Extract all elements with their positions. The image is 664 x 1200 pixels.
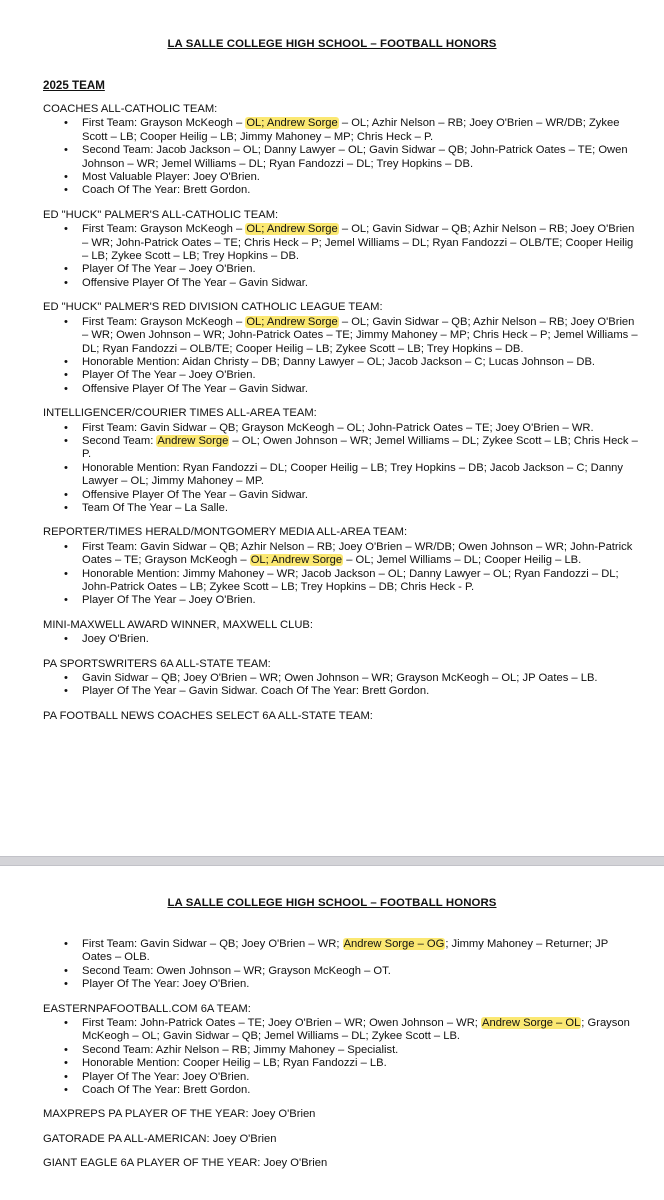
section-heading: INTELLIGENCER/COURIER TIMES ALL-AREA TEAM: <box>43 407 317 420</box>
page-title: LA SALLE COLLEGE HIGH SCHOOL – FOOTBALL HONORS <box>167 897 497 909</box>
page-divider <box>0 856 664 866</box>
highlighted-text: OL; Andrew Sorge <box>246 315 338 328</box>
honor-list <box>43 938 640 992</box>
honor-list <box>43 117 640 197</box>
section-heading: ED "HUCK" PALMER'S ALL-CATHOLIC TEAM: <box>43 208 279 221</box>
honor-text: Player Of The Year – Joey O'Brien. <box>82 594 256 607</box>
honor-list-item <box>82 1084 640 1097</box>
honor-text: Coach Of The Year: Brett Gordon. <box>82 184 251 197</box>
honor-list-item <box>82 356 640 369</box>
honor-list-item <box>82 369 640 382</box>
highlighted-text: OL; Andrew Sorge <box>250 554 343 567</box>
honor-list-item <box>82 1057 640 1070</box>
honor-section <box>43 103 640 198</box>
honor-list-item <box>82 965 640 978</box>
section-heading: GIANT EAGLE 6A PLAYER OF THE YEAR: Joey O'Brien <box>43 1157 328 1170</box>
honor-text: Honorable Mention: Cooper Heilig – LB; Ryan Fandozzi – LB. <box>82 1057 387 1070</box>
honor-section <box>43 1108 640 1121</box>
honor-list-item <box>82 489 640 502</box>
honor-text: Most Valuable Player: Joey O'Brien. <box>82 171 260 184</box>
honors-sections <box>43 938 640 1171</box>
honor-text: Player Of The Year: Joey O'Brien. <box>82 1070 250 1083</box>
honor-section <box>43 407 640 515</box>
honor-list <box>43 672 640 699</box>
honor-text: Player Of The Year – Joey O'Brien. <box>82 369 256 382</box>
honor-text: – OL; Gavin Sidwar – QB; Azhir Nelson – RB; Joey O'Brien – WR; Owen Johnson – WR; John-Patrick Oates – TE; Jimmy Mahoney – MP; Chris Heck – P; Jemel Williams – DL; Ryan Fandozzi – OLB/TE; Cooper Heilig – LB; Zykee Scott – LB; Trey Hopkins – DB. <box>82 315 638 355</box>
honor-text: – OL; Owen Johnson – WR; Jemel Williams – DL; Zykee Scott – LB; Chris Heck – P. <box>82 434 638 461</box>
highlighted-text: OL; Andrew Sorge <box>246 223 338 236</box>
honor-list <box>43 1017 640 1097</box>
honor-text: Player Of The Year – Joey O'Brien. <box>82 263 256 276</box>
honor-list-item <box>82 171 640 184</box>
honor-text: First Team: Grayson McKeogh – <box>82 315 246 328</box>
highlighted-text: Andrew Sorge – OL <box>482 1017 581 1030</box>
honor-text: First Team: Gavin Sidwar – QB; Joey O'Brien – WR; <box>82 938 343 950</box>
honor-list-item <box>82 594 640 607</box>
honor-list-item <box>82 462 640 489</box>
honor-text: First Team: Grayson McKeogh – <box>82 117 246 130</box>
honor-text: ; Grayson McKeogh – OL; Gavin Sidwar – QB; Jemel Williams – DL; Zykee Scott – LB. <box>82 1017 630 1043</box>
honor-list-item <box>82 277 640 290</box>
section-heading: PA SPORTSWRITERS 6A ALL-STATE TEAM: <box>43 657 271 670</box>
honor-text: Offensive Player Of The Year – Gavin Sidwar. <box>82 276 308 289</box>
section-heading: EASTERNPAFOOTBALL.COM 6A TEAM: <box>43 1002 251 1015</box>
honor-list-item <box>82 568 640 595</box>
honor-text: First Team: Gavin Sidwar – QB; Azhir Nelson – RB; Joey O'Brien – WR/DB; Owen Johnson – WR; John-Patrick Oates – TE; Grayson McKeogh – <box>82 540 633 567</box>
honor-text: Team Of The Year – La Salle. <box>82 501 228 514</box>
honor-list-item <box>82 422 640 435</box>
honor-text: Offensive Player Of The Year – Gavin Sidwar. <box>82 488 308 501</box>
honor-text: Second Team: Jacob Jackson – OL; Danny Lawyer – OL; Gavin Sidwar – QB; John-Patrick Oates – TE; Owen Johnson – WR; Jemel Williams – DL; Ryan Fandozzi – DL; Trey Hopkins – DB. <box>82 144 628 170</box>
section-heading: MAXPREPS PA PLAYER OF THE YEAR: Joey O'Brien <box>43 1108 316 1121</box>
honor-list <box>43 223 640 290</box>
honor-list-item <box>82 144 640 171</box>
honor-text: Honorable Mention: Aidan Christy – DB; Danny Lawyer – OL; Jacob Jackson – C; Lucas Johnson – DB. <box>82 355 596 368</box>
honors-sections <box>43 103 640 723</box>
honor-list-item <box>82 1071 640 1084</box>
honor-section <box>43 209 640 290</box>
honor-text: First Team: Grayson McKeogh – <box>82 223 246 236</box>
document-page-2 <box>0 866 664 1200</box>
honor-section <box>43 619 640 647</box>
honor-list <box>43 422 640 516</box>
honor-list-item <box>82 316 640 356</box>
honor-list <box>43 316 640 396</box>
honor-list-item <box>82 184 640 197</box>
honor-list-item <box>82 685 640 698</box>
honor-list-item <box>82 978 640 991</box>
honor-section <box>43 1003 640 1098</box>
honor-list-item <box>82 1017 640 1044</box>
honor-section <box>43 938 640 992</box>
honor-list-item <box>82 223 640 263</box>
honor-list-item <box>82 435 640 462</box>
honor-text: – OL; Azhir Nelson – RB; Joey O'Brien – WR/DB; Zykee Scott – LB; Cooper Heilig – LB; Jimmy Mahoney – MP; Chris Heck – P. <box>82 117 620 143</box>
honor-text: ; Jimmy Mahoney – Returner; JP Oates – OLB. <box>82 938 609 964</box>
honor-text: Second Team: Owen Johnson – WR; Grayson McKeogh – OT. <box>82 964 391 977</box>
section-heading: COACHES ALL-CATHOLIC TEAM: <box>43 103 218 115</box>
honor-section <box>43 526 640 607</box>
honor-text: Honorable Mention: Ryan Fandozzi – DL; Cooper Heilig – LB; Trey Hopkins – DB; Jacob Jackson – C; Danny Lawyer – OL; Jimmy Mahoney – MP. <box>82 461 623 488</box>
honor-text: First Team: Gavin Sidwar – QB; Grayson McKeogh – OL; John-Patrick Oates – TE; Joey O'Brien – WR. <box>82 421 594 434</box>
honor-text: – OL; Gavin Sidwar – QB; Azhir Nelson – RB; Joey O'Brien – WR; John-Patrick Oates – TE; Chris Heck – P; Jemel Williams – DL; Ryan Fandozzi – OLB/TE; Cooper Heilig – LB; Zykee Scott – LB; Trey Hopkins – DB. <box>82 223 635 263</box>
highlighted-text: OL; Andrew Sorge <box>246 117 338 130</box>
honor-section <box>43 301 640 396</box>
honor-list-item <box>82 117 640 144</box>
honor-section <box>43 1133 640 1146</box>
honor-text: Joey O'Brien. <box>82 633 149 646</box>
section-heading: GATORADE PA ALL-AMERICAN: Joey O'Brien <box>43 1132 277 1145</box>
team-year-heading: 2025 TEAM <box>43 79 105 92</box>
honor-section <box>43 710 640 723</box>
honor-text: – OL; Jemel Williams – DL; Cooper Heilig – LB. <box>343 554 582 567</box>
page-title: LA SALLE COLLEGE HIGH SCHOOL – FOOTBALL HONORS <box>167 38 497 50</box>
section-heading: PA FOOTBALL NEWS COACHES SELECT 6A ALL-STATE TEAM: <box>43 709 373 722</box>
section-heading: ED "HUCK" PALMER'S RED DIVISION CATHOLIC LEAGUE TEAM: <box>43 301 383 314</box>
honor-list-item <box>82 633 640 646</box>
honor-text: Offensive Player Of The Year – Gavin Sidwar. <box>82 382 308 395</box>
honor-list-item <box>82 263 640 276</box>
honor-list-item <box>82 1044 640 1057</box>
honor-list-item <box>82 938 640 965</box>
section-heading: REPORTER/TIMES HERALD/MONTGOMERY MEDIA ALL-AREA TEAM: <box>43 526 408 539</box>
honor-text: Player Of The Year – Gavin Sidwar. Coach Of The Year: Brett Gordon. <box>82 685 430 698</box>
honor-text: Honorable Mention: Jimmy Mahoney – WR; Jacob Jackson – OL; Danny Lawyer – OL; Ryan Fandozzi – DL; John-Patrick Oates – LB; Zykee Scott – LB; Trey Hopkins – DB; Chris Heck - P. <box>82 567 619 593</box>
highlighted-text: Andrew Sorge <box>157 434 229 447</box>
honor-text: Second Team: Azhir Nelson – RB; Jimmy Mahoney – Specialist. <box>82 1043 399 1056</box>
honor-section <box>43 658 640 699</box>
honor-list-item <box>82 383 640 396</box>
honor-text: Gavin Sidwar – QB; Joey O'Brien – WR; Owen Johnson – WR; Grayson McKeogh – OL; JP Oates – LB. <box>82 672 598 685</box>
honor-text: Coach Of The Year: Brett Gordon. <box>82 1084 251 1097</box>
section-heading: MINI-MAXWELL AWARD WINNER, MAXWELL CLUB: <box>43 618 313 631</box>
highlighted-text: Andrew Sorge – OG <box>343 938 445 950</box>
honor-section <box>43 1157 640 1170</box>
honor-text: Player Of The Year: Joey O'Brien. <box>82 978 250 991</box>
honor-text: Second Team: <box>82 434 157 447</box>
honor-list <box>43 633 640 646</box>
honor-text: First Team: John-Patrick Oates – TE; Joey O'Brien – WR; Owen Johnson – WR; <box>82 1017 482 1030</box>
honor-list-item <box>82 672 640 685</box>
honor-list <box>43 541 640 608</box>
honor-list-item <box>82 541 640 568</box>
honor-list-item <box>82 502 640 515</box>
